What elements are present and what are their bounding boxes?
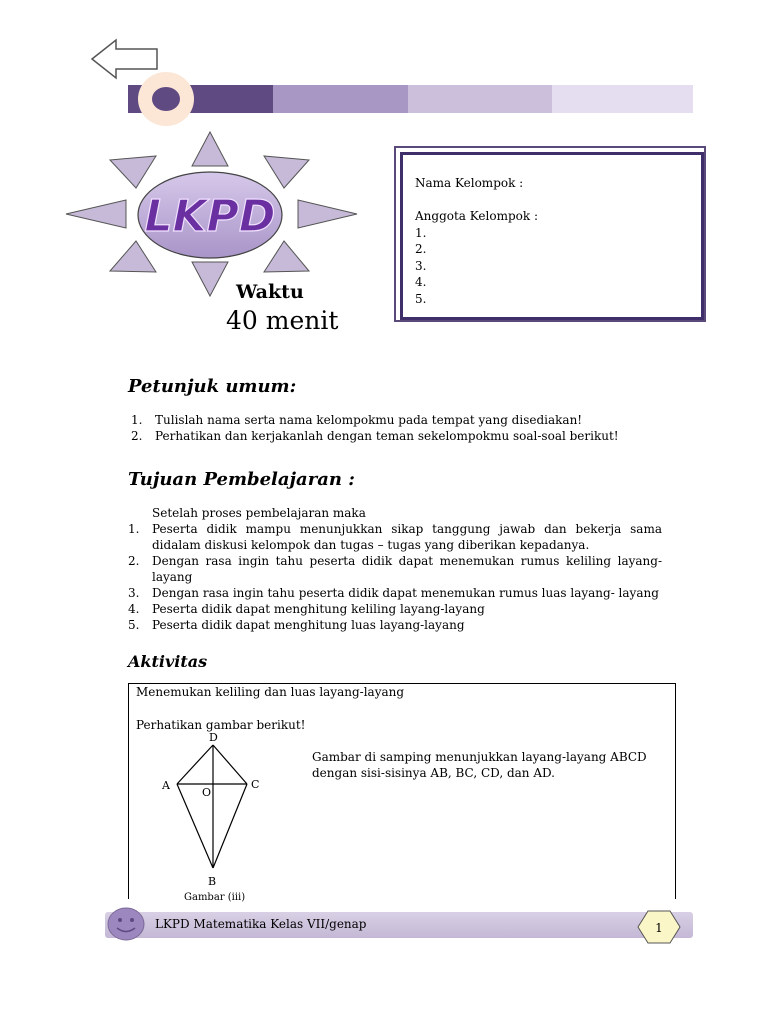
smiley-icon <box>106 906 146 942</box>
kite-label-o: O <box>202 786 212 799</box>
activity-heading: Aktivitas <box>128 652 208 671</box>
member-line-1: 1. <box>415 226 427 240</box>
header-circle-icon <box>136 70 196 128</box>
activity-line-1: Menemukan keliling dan luas layang-layang <box>136 685 405 699</box>
list-item: 1. Tulislah nama serta nama kelompokmu pada tempat yang disediakan! <box>131 413 583 427</box>
list-item: 2. Perhatikan dan kerjakanlah dengan teman sekelompokmu soal-soal berikut! <box>131 429 619 443</box>
activity-description: Gambar di samping menunjukkan layang-layang ABCD dengan sisi-sisinya AB, BC, CD, dan AD. <box>312 750 647 780</box>
page-number-badge <box>636 909 682 945</box>
page-number: 1 <box>655 921 663 935</box>
member-line-4: 4. <box>415 275 427 289</box>
kite-label-c: C <box>251 778 260 791</box>
list-item: 2. Dengan rasa ingin tahu peserta didik dapat menemukan rumus keliling layang-layang <box>128 554 662 584</box>
header-band-light <box>408 85 552 113</box>
list-item: 5. Peserta didik dapat menghitung luas layang-layang <box>128 618 465 632</box>
group-members-label: Anggota Kelompok : <box>415 209 538 223</box>
kite-label-d: D <box>209 731 218 744</box>
objectives-list <box>128 521 662 633</box>
objectives-intro: Setelah proses pembelajaran maka <box>152 506 366 520</box>
activity-line-2: Perhatikan gambar berikut! <box>136 718 306 732</box>
lkpd-sun-logo <box>62 128 362 300</box>
group-name-label: Nama Kelompok : <box>415 176 524 190</box>
list-item: 4. Peserta didik dapat menghitung keliling layang-layang <box>128 602 485 616</box>
list-item: 1. Peserta didik mampu menunjukkan sikap tanggung jawab dan bekerja sama didalam diskusi kelompok dan tugas – tugas yang diberikan kepadanya. <box>128 522 662 552</box>
member-line-5: 5. <box>415 292 427 306</box>
header-band-lightest <box>552 85 693 113</box>
objectives-heading: Tujuan Pembelajaran : <box>128 469 355 490</box>
lkpd-logo-text: LKPD <box>144 191 276 242</box>
instructions-heading: Petunjuk umum: <box>128 376 297 397</box>
kite-label-a: A <box>162 779 170 792</box>
list-item: 3. Dengan rasa ingin tahu peserta didik dapat menemukan rumus luas layang- layang <box>128 586 659 600</box>
kite-caption: Gambar (iii) <box>184 892 246 903</box>
member-line-3: 3. <box>415 259 427 273</box>
time-value: 40 menit <box>226 306 339 335</box>
instructions-list <box>131 412 671 444</box>
header-band-mid <box>273 85 408 113</box>
kite-label-b: B <box>208 875 217 888</box>
kite-figure <box>155 728 270 906</box>
footer-text: LKPD Matematika Kelas VII/genap <box>155 917 367 931</box>
time-label: Waktu <box>236 281 304 303</box>
member-line-2: 2. <box>415 242 427 256</box>
